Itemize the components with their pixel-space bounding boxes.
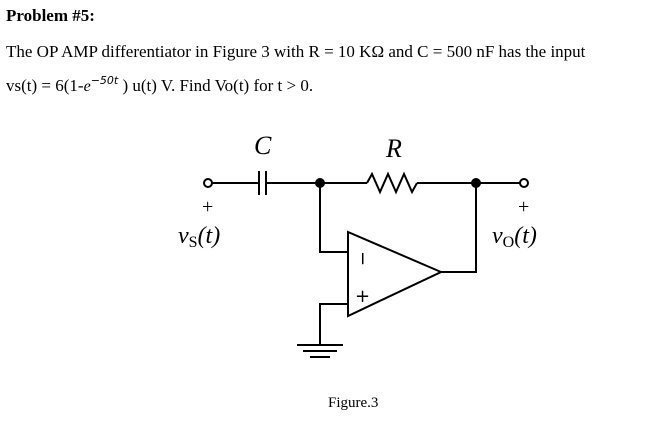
figure-caption: Figure.3: [328, 395, 379, 411]
wire-noninverting-ground: [320, 304, 348, 344]
input-label-subscript: S: [188, 234, 198, 251]
resistor: [367, 174, 417, 192]
input-expression-suffix: ) u(t) V. Find Vo(t) for t > 0.: [118, 76, 314, 95]
output-label-argument: (t): [514, 223, 537, 249]
output-label-v: v: [492, 223, 503, 249]
input-expression-prefix: vs(t) = 6(1-: [6, 76, 84, 95]
input-terminal: [204, 179, 212, 187]
junction-dot-input-node: [315, 178, 325, 188]
problem-title: Problem #5:: [6, 6, 95, 25]
resistor-label: R: [386, 134, 402, 163]
opamp-minus-sign: −: [352, 251, 373, 267]
wire-inverting-input: [320, 183, 348, 252]
exponential-base: e: [83, 78, 91, 95]
output-terminal: [520, 179, 528, 187]
input-voltage-label: [178, 223, 220, 251]
input-label-v: v: [178, 223, 189, 249]
capacitor-label: C: [254, 131, 272, 160]
input-label-argument: (t): [197, 223, 221, 249]
problem-statement-line1: The OP AMP differentiator in Figure 3 with R = 10 KΩ and C = 500 nF has the input: [6, 42, 586, 61]
wire-opamp-output: [441, 183, 476, 272]
output-label-subscript: O: [502, 234, 515, 251]
output-plus-sign: +: [518, 196, 530, 218]
exponential-power: −50t: [90, 74, 119, 87]
junction-dot-output-node: [471, 178, 481, 188]
output-voltage-label: [492, 223, 537, 251]
input-plus-sign: +: [202, 196, 214, 218]
opamp-plus-sign: +: [355, 286, 371, 307]
